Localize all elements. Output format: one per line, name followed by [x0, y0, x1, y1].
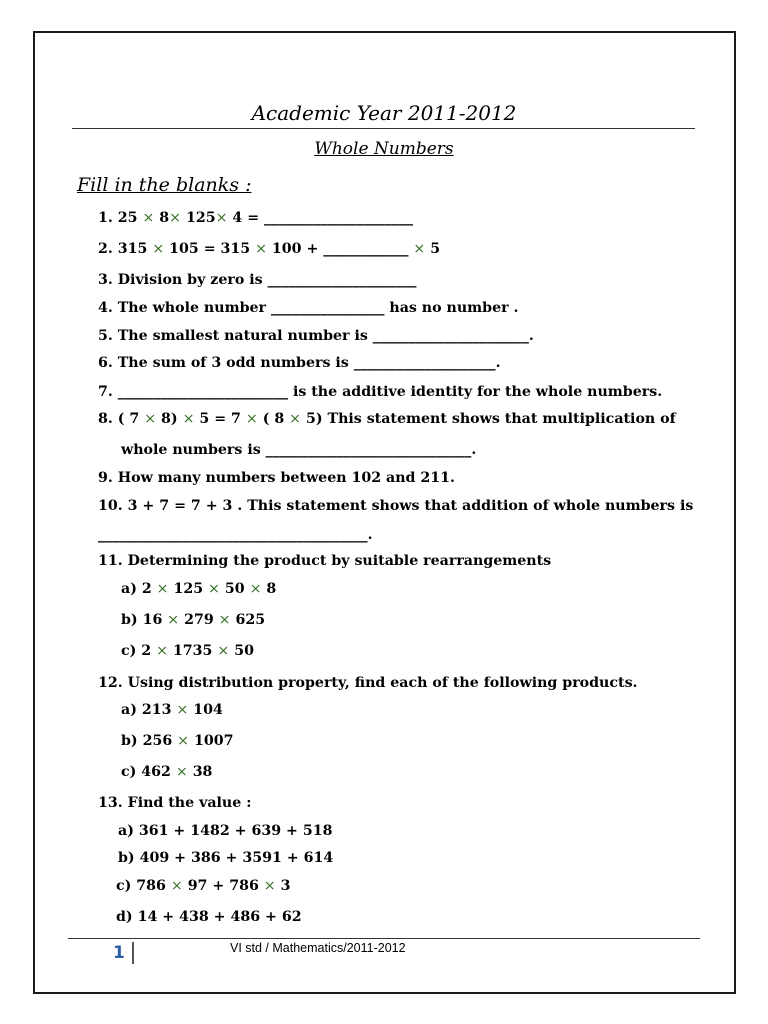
multiply-sign: × — [182, 411, 195, 427]
question-8-line-1: 8. ( 7 × 8) × 5 = 7 × ( 8 × 5) This statement shows that multiplication of — [98, 411, 676, 427]
question-10-line-2: ______________________________________. — [98, 527, 373, 543]
multiply-sign: × — [156, 643, 168, 659]
multiply-sign: × — [142, 210, 155, 226]
question-2: 2. 315 × 105 = 315 × 100 + ____________ × 5 — [98, 241, 441, 257]
question-12c: c) 462 × 38 — [121, 764, 213, 780]
footer-text: VI std / Mathematics/2011-2012 — [230, 941, 406, 955]
title-divider — [72, 128, 695, 129]
question-11c: c) 2 × 1735 × 50 — [121, 643, 254, 659]
question-11: 11. Determining the product by suitable rearrangements — [98, 553, 552, 569]
multiply-sign: × — [152, 241, 165, 257]
question-7: 7. ________________________ is the additive identity for the whole numbers. — [98, 384, 663, 400]
question-13: 13. Find the value : — [98, 795, 252, 811]
question-6: 6. The sum of 3 odd numbers is ____________________. — [98, 355, 501, 371]
multiply-sign: × — [215, 210, 228, 226]
page-number-separator — [132, 942, 134, 964]
question-4: 4. The whole number ________________ has no number . — [98, 300, 519, 316]
multiply-sign: × — [218, 612, 231, 628]
question-1: 1. 25 × 8× 125× 4 = _____________________ — [98, 210, 414, 226]
question-9: 9. How many numbers between 102 and 211. — [98, 470, 455, 486]
multiply-sign: × — [217, 643, 230, 659]
multiply-sign: × — [208, 581, 220, 597]
section-heading: Fill in the blanks : — [77, 174, 252, 196]
question-8-line-2: whole numbers is _____________________________. — [121, 442, 477, 458]
question-11a: a) 2 × 125 × 50 × 8 — [121, 581, 277, 597]
footer-divider — [68, 938, 700, 939]
question-10-line-1: 10. 3 + 7 = 7 + 3 . This statement shows that addition of whole numbers is — [98, 498, 694, 514]
question-11b: b) 16 × 279 × 625 — [121, 612, 266, 628]
multiply-sign: × — [413, 241, 426, 257]
multiply-sign: × — [167, 612, 180, 628]
multiply-sign: × — [144, 411, 157, 427]
question-12: 12. Using distribution property, find each of the following products. — [98, 675, 638, 691]
multiply-sign: × — [289, 411, 302, 427]
page-title: Academic Year 2011-2012 — [251, 101, 517, 125]
multiply-sign: × — [169, 210, 182, 226]
multiply-sign: × — [156, 581, 169, 597]
question-3: 3. Division by zero is _____________________ — [98, 272, 417, 288]
page-subtitle: Whole Numbers — [314, 139, 454, 159]
multiply-sign: × — [263, 878, 276, 894]
multiply-sign: × — [170, 878, 183, 894]
question-13d: d) 14 + 438 + 486 + 62 — [116, 909, 302, 925]
multiply-sign: × — [245, 411, 258, 427]
question-12a: a) 213 × 104 — [121, 702, 223, 718]
question-13c: c) 786 × 97 + 786 × 3 — [116, 878, 291, 894]
multiply-sign: × — [176, 702, 189, 718]
page-number: 1 — [113, 943, 125, 963]
question-13b: b) 409 + 386 + 3591 + 614 — [118, 850, 334, 866]
multiply-sign: × — [255, 241, 267, 257]
question-5: 5. The smallest natural number is ______________________. — [98, 328, 534, 344]
multiply-sign: × — [177, 733, 190, 749]
question-12b: b) 256 × 1007 — [121, 733, 234, 749]
question-13a: a) 361 + 1482 + 639 + 518 — [118, 823, 333, 839]
multiply-sign: × — [249, 581, 262, 597]
multiply-sign: × — [175, 764, 188, 780]
